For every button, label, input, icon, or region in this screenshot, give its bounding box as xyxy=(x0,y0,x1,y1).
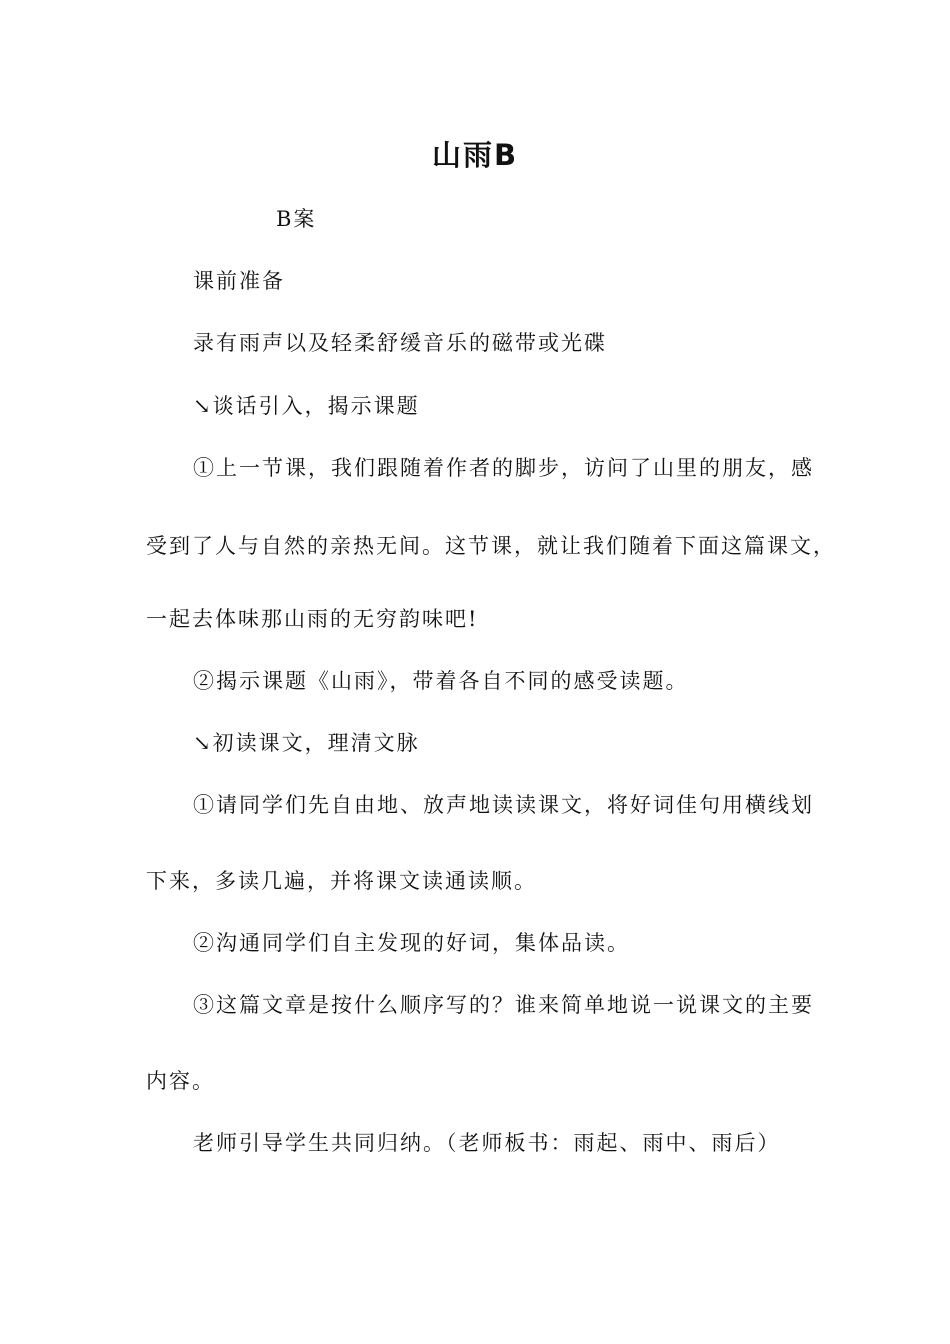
section-heading-introduction: ↘谈话引入，揭示课题 xyxy=(193,394,420,418)
paragraph-line: 下来，多读几遍，并将课文读通读顺。 xyxy=(146,869,537,893)
version-label: B案 xyxy=(276,207,317,231)
paragraph-line: ③这篇文章是按什么顺序写的？谁来简单地说一说课文的主要 xyxy=(193,993,814,1017)
paragraph-line: ②沟通同学们自主发现的好词，集体品读。 xyxy=(193,931,630,955)
paragraph-line: 受到了人与自然的亲热无间。这节课，就让我们随着下面这篇课文， xyxy=(146,534,836,558)
paragraph-line: ①上一节课，我们跟随着作者的脚步，访问了山里的朋友，感 xyxy=(193,456,814,480)
section-heading-first-reading: ↘初读课文，理清文脉 xyxy=(193,731,420,755)
paragraph-line: ①请同学们先自由地、放声地读读课文，将好词佳句用横线划 xyxy=(193,793,814,817)
section-heading-preparation: 课前准备 xyxy=(193,269,285,293)
paragraph-line: ②揭示课题《山雨》，带着各自不同的感受读题。 xyxy=(193,669,689,693)
document-title: 山雨B xyxy=(431,138,519,172)
paragraph-line: 一起去体味那山雨的无穷韵味吧! xyxy=(146,607,479,631)
paragraph-materials: 录有雨声以及轻柔舒缓音乐的磁带或光碟 xyxy=(193,331,607,355)
paragraph-line: 老师引导学生共同归纳。（老师板书：雨起、雨中、雨后） xyxy=(193,1131,781,1155)
paragraph-line: 内容。 xyxy=(146,1069,215,1093)
